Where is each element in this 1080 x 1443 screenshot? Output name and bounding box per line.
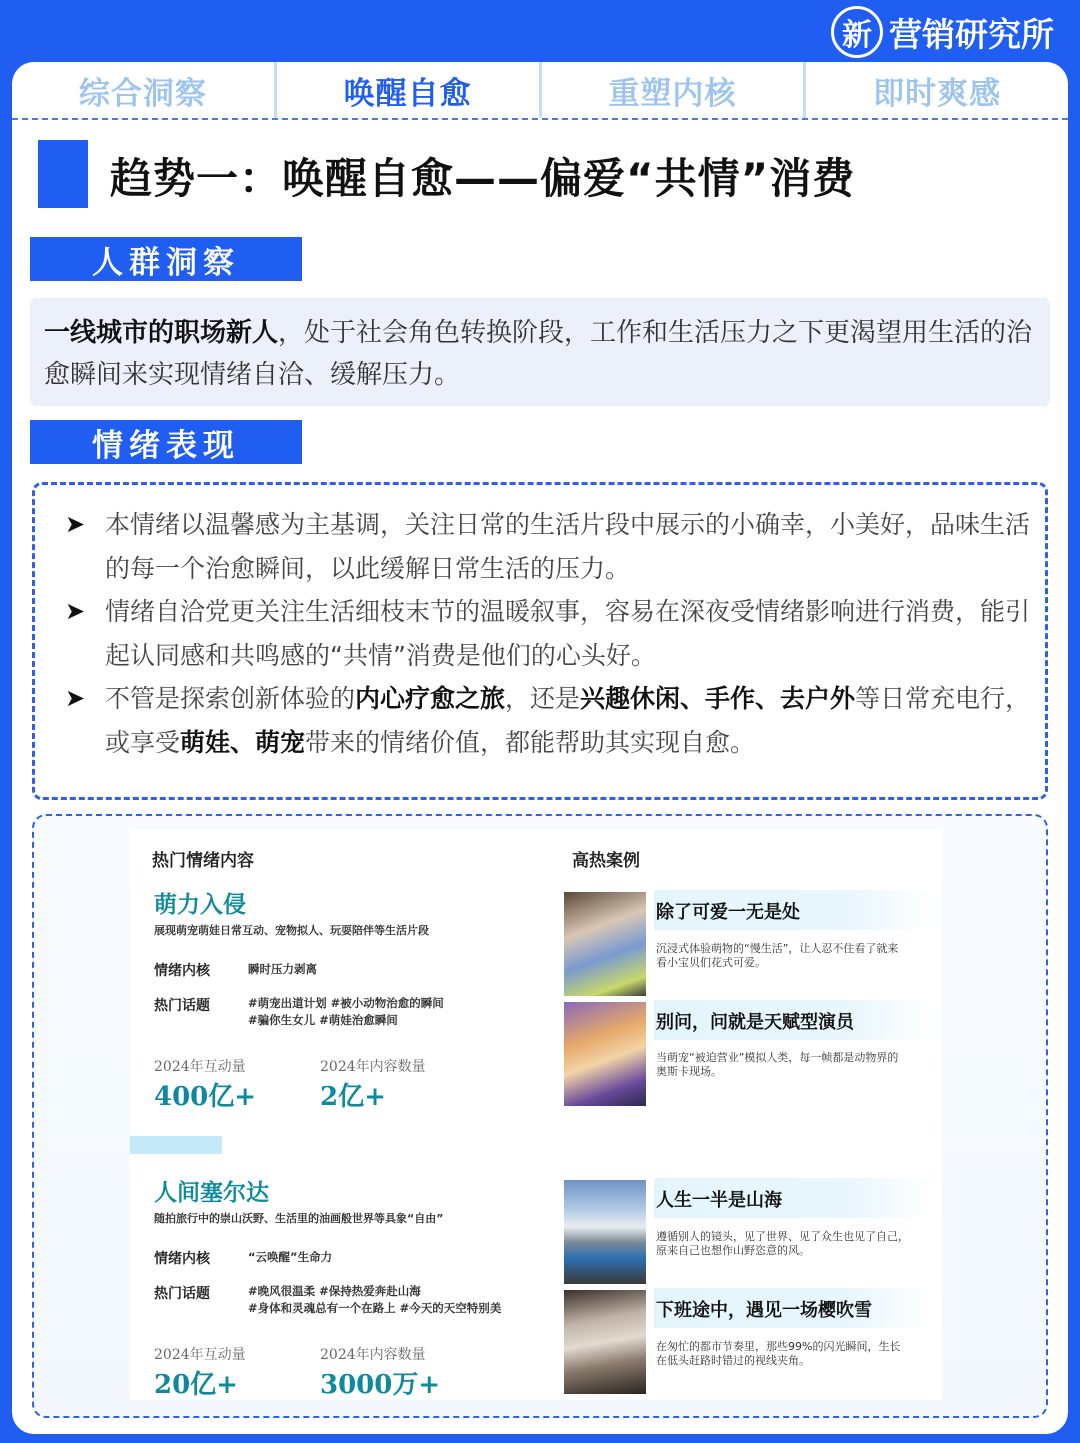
case-title: 人生一半是山海 xyxy=(656,1190,782,1211)
case-desc: 沉浸式体验萌物的“慢生活”，让人忍不住看了就来 xyxy=(656,942,899,955)
arrow-icon: ➤ xyxy=(65,597,86,625)
bullet-text: 情绪自洽党更关注生活细枝末节的温暖叙事，容易在深夜受情绪影响进行消费，能引起认同感和共鸣感的“共情”消费是他们的心头好。 xyxy=(105,597,1031,670)
metric-value: 3000万+ xyxy=(320,1370,441,1400)
crowd-insight-text: ，处于社会角色转换阶段，工作和生活压力之下更渴望用生活的治愈瞬间来实现情绪自洽、缓解压力。 xyxy=(44,318,1033,390)
case-desc: 原来自己也想作山野恣意的风。 xyxy=(656,1244,810,1257)
baby-thumbnail xyxy=(564,892,646,996)
hot-cases-header: 高热案例 xyxy=(572,851,640,871)
group-desc: 展现萌宠萌娃日常互动、宠物拟人、玩耍陪伴等生活片段 xyxy=(154,924,429,937)
metric-label: 2024年互动量 xyxy=(154,1059,246,1075)
topics-line: #骗你生女儿 #萌娃治愈瞬间 xyxy=(248,1013,398,1027)
core-label: 情绪内核 xyxy=(154,963,210,979)
case-desc: 遵循别人的镜头，见了世界、见了众生也见了自己， xyxy=(656,1230,909,1243)
group-title: 萌力入侵 xyxy=(154,891,246,918)
metric-value: 2亿+ xyxy=(320,1082,386,1112)
brand-badge: 新 xyxy=(831,6,883,58)
case-desc: 在匆忙的都市节奏里，那些99%的闪光瞬间，生长 xyxy=(656,1340,901,1353)
arrow-icon: ➤ xyxy=(65,510,86,538)
bullet-segment: 不管是探索创新体验的 xyxy=(105,684,356,713)
metric-label: 2024年内容数量 xyxy=(320,1059,426,1075)
brand-name: 营销研究所 xyxy=(889,14,1054,54)
crowd-insight-emphasis: 一线城市的职场新人 xyxy=(44,318,279,348)
mountain-thumbnail xyxy=(564,1180,646,1284)
group-desc: 随拍旅行中的崇山沃野、生活里的油画般世界等具象“自由” xyxy=(154,1212,444,1225)
case-desc: 看小宝贝们花式可爱。 xyxy=(656,956,766,969)
bullet-item xyxy=(65,503,1031,590)
cat-thumbnail xyxy=(564,1002,646,1106)
emotion-bullets-box xyxy=(32,482,1048,800)
topics-label: 热门话题 xyxy=(154,998,210,1014)
hot-content-header: 热门情绪内容 xyxy=(152,851,254,871)
group-title: 人间塞尔达 xyxy=(154,1179,269,1206)
tab-instant-pleasure[interactable]: 即时爽感 xyxy=(873,75,1002,112)
topics-line: #萌宠出道计划 #被小动物治愈的瞬间 xyxy=(248,996,444,1010)
topics-label: 热门话题 xyxy=(154,1286,210,1302)
case-title: 下班途中，遇见一场樱吹雪 xyxy=(656,1300,872,1321)
bullet-item xyxy=(65,590,1031,677)
metric-value: 400亿+ xyxy=(154,1082,257,1112)
tab-awaken-heal[interactable]: 唤醒自愈 xyxy=(277,62,542,118)
tab-reshape-core[interactable]: 重塑内核 xyxy=(542,62,807,118)
section-label-emotion: 情绪表现 xyxy=(30,420,302,464)
media-screenshot-box xyxy=(32,814,1048,1418)
main-card xyxy=(12,62,1068,1434)
tab-bar xyxy=(12,62,1068,120)
sakura-thumbnail xyxy=(564,1290,646,1394)
bullet-segment: 带来的情绪价值，都能帮助其实现自愈。 xyxy=(305,727,756,757)
metric-label: 2024年互动量 xyxy=(154,1347,246,1363)
case-title: 除了可爱一无是处 xyxy=(656,902,800,923)
case-desc: 在低头赶路时错过的视线夹角。 xyxy=(656,1354,810,1367)
tab-overview[interactable]: 综合洞察 xyxy=(12,62,277,118)
title-accent-bar xyxy=(38,140,88,208)
topics-line: #晚风很温柔 #保持热爱奔赴山海 xyxy=(248,1284,421,1298)
metric-label: 2024年内容数量 xyxy=(320,1347,426,1363)
embedded-report-image xyxy=(130,830,942,1400)
core-label: 情绪内核 xyxy=(154,1251,210,1267)
bullet-emphasis: 萌娃、萌宠 xyxy=(180,727,306,757)
crowd-insight-box xyxy=(30,298,1050,406)
arrow-icon: ➤ xyxy=(65,684,86,712)
page-title: 趋势一：唤醒自愈——偏爱“共情”消费 xyxy=(110,154,856,203)
case-title: 别问，问就是天赋型演员 xyxy=(656,1012,854,1033)
topics-line: #身体和灵魂总有一个在路上 #今天的天空特别美 xyxy=(248,1301,502,1315)
divider-band xyxy=(130,1136,222,1154)
case-desc: 奥斯卡现场。 xyxy=(656,1065,722,1078)
section-label-crowd: 人群洞察 xyxy=(30,237,302,281)
bullet-text xyxy=(105,677,1031,764)
bullet-emphasis: 兴趣休闲、手作、去户外 xyxy=(580,684,856,713)
bullet-text: 本情绪以温馨感为主基调，关注日常的生活片段中展示的小确幸，小美好，品味生活的每一个治愈瞬间，以此缓解日常生活的压力。 xyxy=(105,510,1031,583)
metric-value: 20亿+ xyxy=(154,1370,238,1400)
brand-logo xyxy=(831,6,1054,58)
bullet-emphasis: 内心疗愈之旅 xyxy=(355,684,506,713)
bullet-segment: 等日常充电行，或享受 xyxy=(105,684,1031,757)
bullet-item xyxy=(65,677,1031,764)
case-desc: 当萌宠“被迫营业”模拟人类，每一帧都是动物界的 xyxy=(656,1051,899,1064)
core-value: 瞬时压力剥离 xyxy=(248,962,317,976)
core-value: “云唤醒”生命力 xyxy=(248,1250,333,1264)
bullet-segment: ，还是 xyxy=(505,684,581,713)
